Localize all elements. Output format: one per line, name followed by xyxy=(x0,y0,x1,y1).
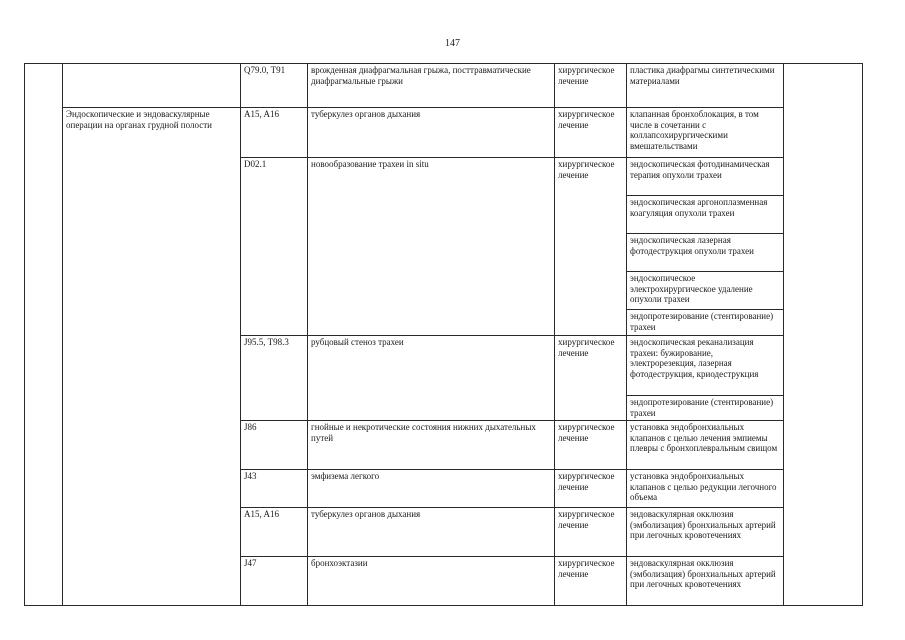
treatment-type-cell: хирургическое лечение xyxy=(555,470,627,508)
disease-cell: рубцовый стеноз трахеи xyxy=(308,336,555,421)
treatment-type-cell: хирургическое лечение xyxy=(555,158,627,336)
method-cell: эндоваскулярная окклюзия (эмболизация) бронхиальных артерий при легочных кровотечениях xyxy=(627,557,784,606)
method-cell: эндоваскулярная окклюзия (эмболизация) бронхиальных артерий при легочных кровотечениях xyxy=(627,508,784,557)
code-cell: J43 xyxy=(241,470,308,508)
code-cell: D02.1 xyxy=(241,158,308,336)
code-cell: A15, A16 xyxy=(241,108,308,158)
method-cell: эндоскопическая лазерная фотодеструкция опухоли трахеи xyxy=(627,234,784,272)
code-cell: A15, A16 xyxy=(241,508,308,557)
method-cell: эндоскопическое электрохирургическое удаление опухоли трахеи xyxy=(627,272,784,310)
method-cell: эндопротезирование (стентирование) трахеи xyxy=(627,310,784,336)
section-cell xyxy=(63,64,241,108)
disease-cell: туберкулез органов дыхания xyxy=(308,108,555,158)
extra-cell xyxy=(784,64,863,606)
table-row xyxy=(25,108,863,158)
procedures-table xyxy=(24,63,863,606)
disease-cell: гнойные и некротические состояния нижних дыхательных путей xyxy=(308,421,555,470)
disease-cell: туберкулез органов дыхания xyxy=(308,508,555,557)
method-cell: пластика диафрагмы синтетическими материалами xyxy=(627,64,784,108)
treatment-type-cell: хирургическое лечение xyxy=(555,336,627,421)
code-cell: Q79.0, T91 xyxy=(241,64,308,108)
disease-cell: новообразование трахеи in situ xyxy=(308,158,555,336)
section-title: Эндоскопические и эндоваскулярные операции на органах грудной полости xyxy=(63,108,241,606)
code-cell: J47 xyxy=(241,557,308,606)
table-row xyxy=(25,64,863,108)
treatment-type-cell: хирургическое лечение xyxy=(555,64,627,108)
disease-cell: бронхоэктазии xyxy=(308,557,555,606)
code-cell: J95.5, T98.3 xyxy=(241,336,308,421)
method-cell: эндоскопическая фотодинамическая терапия опухоли трахеи xyxy=(627,158,784,196)
method-cell: эндоскопическая аргоноплазменная коагуляция опухоли трахеи xyxy=(627,196,784,234)
code-cell: J86 xyxy=(241,421,308,470)
page-number: 147 xyxy=(445,38,460,49)
disease-cell: врожденная диафрагмальная грыжа, посттравматические диафрагмальные грыжи xyxy=(308,64,555,108)
method-cell: эндоскопическая реканализация трахеи: бужирование, электрорезекция, лазерная фотодеструкция, криодеструкция xyxy=(627,336,784,396)
number-cell xyxy=(25,64,63,606)
method-cell: эндопротезирование (стентирование) трахеи xyxy=(627,396,784,421)
method-cell: установка эндобронхиальных клапанов с целью лечения эмпиемы плевры с бронхоплевральным свищом xyxy=(627,421,784,470)
method-cell: установка эндобронхиальных клапанов с целью редукции легочного объема xyxy=(627,470,784,508)
disease-cell: эмфизема легкого xyxy=(308,470,555,508)
treatment-type-cell: хирургическое лечение xyxy=(555,557,627,606)
treatment-type-cell: хирургическое лечение xyxy=(555,508,627,557)
treatment-type-cell: хирургическое лечение xyxy=(555,421,627,470)
treatment-type-cell: хирургическое лечение xyxy=(555,108,627,158)
method-cell: клапанная бронхоблокация, в том числе в сочетании с коллапсохирургическими вмешательствами xyxy=(627,108,784,158)
